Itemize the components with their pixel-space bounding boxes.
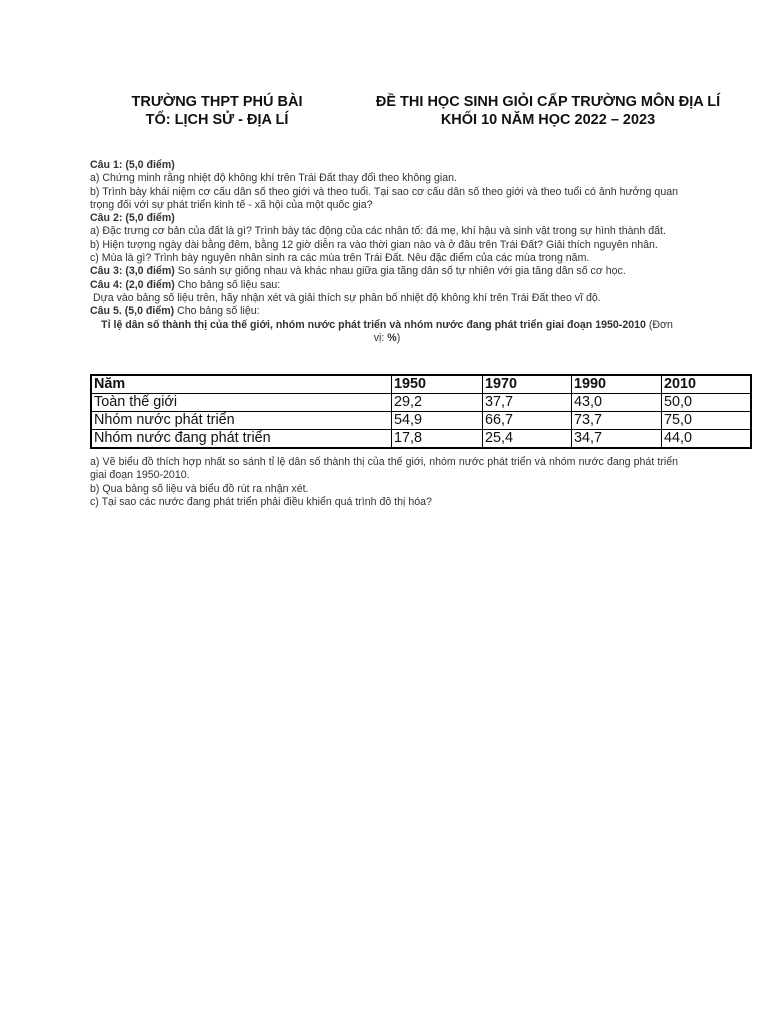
table-cell: Nhóm nước đang phát triển	[91, 430, 392, 449]
table-cell: 44,0	[662, 430, 752, 449]
question-5b: b) Qua bảng số liệu và biểu đồ rút ra nhận xét.	[90, 482, 309, 495]
question-1a: a) Chứng minh rằng nhiệt độ không khí trên Trái Đất thay đổi theo không gian.	[90, 172, 457, 185]
question-5c: c) Tại sao các nước đang phát triển phải điều khiển quá trình đô thị hóa?	[90, 495, 432, 508]
table-header-cell: 2010	[662, 375, 752, 394]
table-unit-close: )	[396, 331, 401, 344]
table-cell: 50,0	[662, 394, 752, 412]
question-5-text: Cho bảng số liệu:	[174, 305, 260, 318]
question-4-instruction: Dựa vào bảng số liệu trên, hãy nhận xét và giải thích sự phân bố nhiệt độ không khí trên Trái Đất theo vĩ độ.	[93, 291, 601, 304]
table-cell: 43,0	[572, 394, 662, 412]
table-unit-value: %	[387, 331, 397, 344]
exam-subtitle: KHỐI 10 NĂM HỌC 2022 – 2023	[440, 112, 656, 128]
question-5a: a) Vẽ biểu đồ thích hợp nhất so sánh tỉ lệ dân số thành thị của thế giới, nhóm nước phát triển và nhóm nước đang phát triển giai đoạn 1950-2010.	[90, 456, 678, 482]
table-cell: 75,0	[662, 412, 752, 430]
table-row	[91, 394, 751, 412]
table-row	[91, 430, 751, 449]
question-4-text: Cho bảng số liệu sau:	[174, 278, 281, 291]
question-1b: b) Trình bày khái niệm cơ cấu dân số theo giới và theo tuổi. Tại sao cơ cấu dân số theo giới và theo tuổi có ảnh hưởng quan trọng đối với sự phát triển kinh tế - xã hội của một quốc gia?	[90, 185, 678, 211]
question-1-label: Câu 1: (5,0 điểm)	[90, 159, 175, 171]
school-header	[88, 93, 346, 129]
table-cell: 54,9	[392, 412, 483, 430]
question-2c: c) Mùa là gì? Trình bày nguyên nhân sinh ra các mùa trên Trái Đất. Nêu đặc điểm của các mùa trong năm.	[90, 252, 590, 265]
exam-title: ĐỀ THI HỌC SINH GIỎI CẤP TRƯỜNG MÔN ĐỊA LÍ	[375, 94, 721, 110]
exam-header	[350, 93, 746, 129]
table-cell: Toàn thế giới	[91, 394, 392, 412]
question-4-label: Câu 4: (2,0 điểm)	[90, 278, 175, 291]
question-4	[90, 279, 678, 292]
table-cell: 17,8	[392, 430, 483, 449]
table-header-cell: 1990	[572, 375, 662, 394]
table-title-text: Tỉ lệ dân số thành thị của thế giới, nhóm nước phát triển và nhóm nước đang phát triển giai đoạn 1950-2010	[101, 318, 646, 331]
table-cell: 37,7	[483, 394, 572, 412]
question-5-tasks	[90, 456, 678, 509]
question-3-text: So sánh sự giống nhau và khác nhau giữa gia tăng dân số tự nhiên với gia tăng dân số cơ học.	[174, 265, 626, 278]
question-5	[90, 305, 678, 318]
question-2b: b) Hiện tượng ngày dài bằng đêm, bằng 12 giờ diễn ra vào thời gian nào và ở đâu trên Trái Đất? Giải thích nguyên nhân.	[90, 238, 658, 251]
table-header-cell: 1970	[483, 375, 572, 394]
table-cell: 29,2	[392, 394, 483, 412]
question-5-label: Câu 5. (5,0 điểm)	[90, 305, 175, 318]
school-name: TRƯỜNG THPT PHÚ BÀI	[131, 94, 303, 110]
urban-population-table	[90, 374, 752, 449]
table-unit-label: (Đơn vị:	[373, 318, 673, 344]
question-3-label: Câu 3: (3,0 điểm)	[90, 265, 175, 278]
department-name: TỔ: LỊCH SỬ - ĐỊA LÍ	[145, 112, 289, 128]
question-2a: a) Đặc trưng cơ bản của đất là gì? Trình bày tác động của các nhân tố: đá mẹ, khí hậu và sinh vật trong sự hình thành đất.	[90, 225, 666, 238]
table-header-row	[91, 375, 751, 394]
table-cell: 34,7	[572, 430, 662, 449]
exam-body	[90, 159, 678, 345]
table-cell: 25,4	[483, 430, 572, 449]
table-cell: 66,7	[483, 412, 572, 430]
table-header-cell: 1950	[392, 375, 483, 394]
table-cell: 73,7	[572, 412, 662, 430]
table-header-cell: Năm	[91, 375, 392, 394]
question-3	[90, 265, 678, 278]
table-row	[91, 412, 751, 430]
table-title	[90, 319, 678, 346]
question-2-label: Câu 2: (5,0 điểm)	[90, 212, 175, 225]
table-cell: Nhóm nước phát triển	[91, 412, 392, 430]
